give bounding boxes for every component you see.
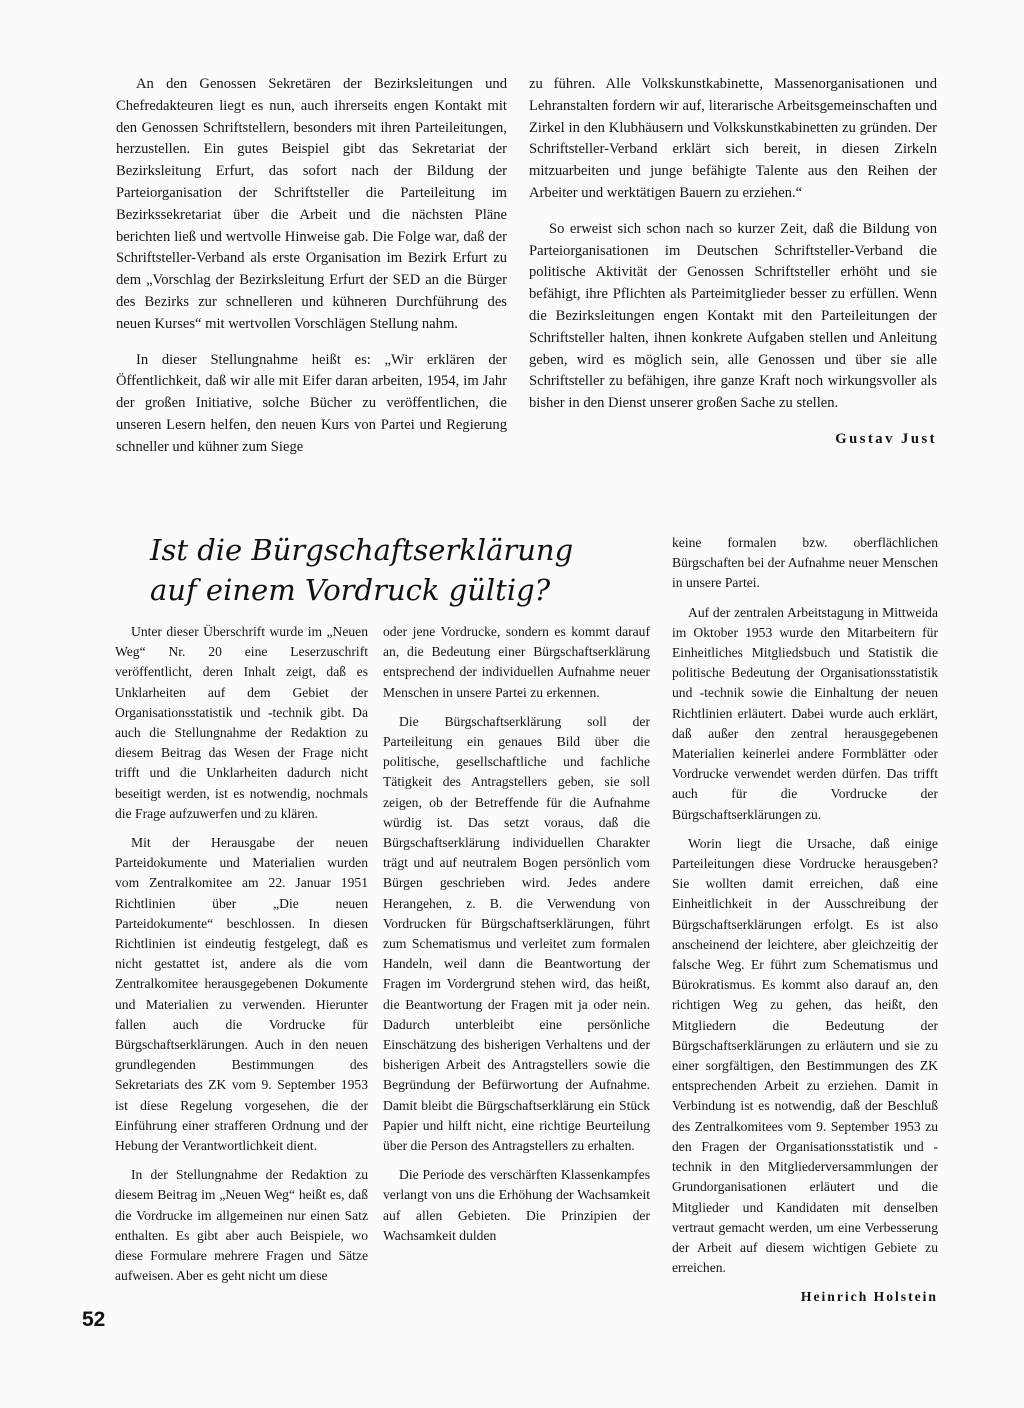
author-signature: Heinrich Holstein bbox=[800, 1289, 938, 1305]
paragraph: So erweist sich schon nach so kurzer Zeit, daß die Bildung von Parteiorganisationen im Deutschen Schriftsteller-Verband die politische Aktivität der Genossen Schriftsteller erhöht und sie befähigt, ihre Pflichten als Parteimitglieder besser zu erfüllen. Wenn die Bezirksleitungen engen Kontakt mit den Parteileitungen der Schriftsteller halten, ihnen konkrete Aufgaben stellen und Anleitung geben, wird es möglich sein, alle Genossen und über sie alle Schriftsteller zu befähigen, ihre ganze Kraft noch wirkungsvoller als bisher in den Dienst unserer großen Sache zu stellen. bbox=[529, 220, 937, 412]
bottom-article-column-1 bbox=[115, 622, 368, 1296]
paragraph: In der Stellungnahme der Redaktion zu diesem Beitrag im „Neuen Weg“ heißt es, daß die Vordrucke im allgemeinen nur einen Satz enthalten. Es gibt aber auch Beispiele, wo diese Formulare mehrere Fragen und Sätze aufweisen. Aber es geht nicht um diese bbox=[115, 1167, 368, 1284]
page-number: 52 bbox=[82, 1308, 106, 1331]
paragraph: Worin liegt die Ursache, daß einige Parteileitungen diese Vordrucke herausgeben? Sie wollten damit erreichen, daß eine Einheitlichkeit in der Ausschreibung der Bürgschaftserklärungen erfolgt. Es ist also anscheinend der leichtere, aber gleichzeitig der falsche Weg. Er führt zum Schematismus und Bürokratismus. Es kommt also darauf an, den richtigen Weg zu gehen, das heißt, den Mitgliedern die Bedeutung der Bürgschaftserklärungen zu erläutern und sie zu einer sorgfältigen, den Bestimmungen des ZK entsprechenden Arbeit zu erziehen. Damit in Verbindung ist es notwendig, daß der Beschluß des Zentralkomitees vom 9. September 1953 zu den Fragen der Organisationsstatistik und -technik in den Mitgliederversammlungen der Grundorganisationen erläutert und die Mitglieder und Kandidaten mit denselben vertraut gemacht werden, um eine Verbesserung der Arbeit auf diesem wichtigen Gebiete zu erreichen. bbox=[672, 835, 938, 1276]
top-article-column-1 bbox=[116, 74, 507, 473]
bottom-article-column-3 bbox=[672, 533, 938, 1308]
paragraph: Die Bürgschaftserklärung soll der Parteileitung ein genaues Bild über die politische, gesellschaftliche und fachliche Tätigkeit des Antragstellers geben, sie soll zeigen, ob der Betreffende für die Aufnahme würdig ist. Das setzt voraus, daß die Bürgschaftserklärung individuellen Charakter trägt und auf neutralem Bogen persönlich vom Bürgen geschrieben wird. Jedes andere Herangehen, z. B. die Verwendung von Vordrucken für Bürgschaftserklärungen, führt zum Schematismus und verleitet zum formalen Handeln, weil dann die Beantwortung der Fragen im Vordergrund stehen wird, das heißt, die Beantwortung der Fragen mit ja oder nein. Dadurch unterbleibt eine persönliche Einschätzung des bisherigen Verhaltens und der bisherigen Arbeit des Antragstellers sowie die Begründung der Befürwortung der Aufnahme. Damit bleibt die Bürgschaftserklärung ein Stück Papier und hilft nicht, eine richtige Beurteilung über die Person des Antragstellers zu erhalten. bbox=[383, 713, 650, 1154]
headline-line: auf einem Vordruck gültig? bbox=[150, 573, 551, 607]
paragraph: In dieser Stellungnahme heißt es: „Wir erklären der Öffentlichkeit, daß wir alle mit Eifer daran arbeiten, 1954, im Jahr der großen Initiative, solche Bücher zu veröffentlichen, die unseren Lesern helfen, den neuen Kurs von Partei und Regierung schneller und kühner zum Siege bbox=[116, 351, 507, 455]
paragraph: oder jene Vordrucke, sondern es kommt darauf an, die Bedeutung einer Bürgschaftserklärung entsprechend der individuellen Aufnahme neuer Menschen in unsere Partei zu erkennen. bbox=[383, 624, 650, 700]
paragraph: An den Genossen Sekretären der Bezirksleitungen und Chefredakteuren liegt es nun, auch ihrerseits engen Kontakt mit den Genossen Schriftstellern, besonders mit ihren Parteileitungen, herzustellen. Ein gutes Beispiel gibt das Sekretariat der Bezirksleitung Erfurt, das sofort nach der Bildung der Parteiorganisation der Schriftsteller die Parteileitung im Bezirkssekretariat über die Arbeit und die nächsten Pläne berichten ließ und wertvolle Hinweise gab. Die Folge war, daß der Schriftsteller-Verband als erste Organisation im Bezirk Erfurt zu dem „Vorschlag der Bezirksleitung Erfurt der SED an die Bürger des Bezirks zur schnelleren und kühneren Durchführung des neuen Kurses“ mit wertvollen Vorschlägen Stellung nahm. bbox=[116, 76, 507, 332]
top-article-column-2 bbox=[529, 74, 937, 451]
author-signature: Gustav Just bbox=[835, 430, 937, 447]
paragraph: Auf der zentralen Arbeitstagung in Mittweida im Oktober 1953 wurde den Mitarbeitern für Einheitliches Mitgliedsbuch und Statistik die politische Bedeutung der Organisationsstatistik und -technik sowie die Einhaltung der neuen Richtlinien erläutert. Dabei wurde auch erklärt, daß außer den zentral herausgegebenen Materialien keinerlei andere Formblätter oder Vordrucke verwendet werden dürfen. Das trifft auch für die Vordrucke der Bürgschaftserklärungen zu. bbox=[672, 604, 938, 822]
paragraph: Unter dieser Überschrift wurde im „Neuen Weg“ Nr. 20 eine Leserzuschrift veröffentlicht, deren Inhalt zeigt, daß es Unklarheiten auf dem Gebiet der Organisationsstatistik und -technik gibt. Da auch die Stellungnahme der Redaktion zu diesem Beitrag das Wesen der Frage nicht trifft und die Unklarheiten dadurch nicht beseitigt werden, ist es notwendig, nochmals die Frage aufzuwerfen und zu klären. bbox=[115, 624, 368, 821]
bottom-article-column-2 bbox=[383, 622, 650, 1255]
paragraph: zu führen. Alle Volkskunstkabinette, Massenorganisationen und Lehranstalten fordern wir auf, literarische Arbeitsgemeinschaften und Zirkel in den Klubhäusern und Volkskunstkabinetten zu gründen. Der Schriftsteller-Verband erklärt sich bereit, in diesen Zirkeln mitzuarbeiten und junge befähigte Talente aus den Reihen der Arbeiter und werktätigen Bauern zu erziehen.“ bbox=[529, 76, 937, 201]
headline-line: Ist die Bürgschaftserklärung bbox=[150, 533, 574, 567]
paragraph: Die Periode des verschärften Klassenkampfes verlangt von uns die Erhöhung der Wachsamkeit auf allen Gebieten. Die Prinzipien der Wachsamkeit dulden bbox=[383, 1167, 650, 1243]
paragraph: keine formalen bzw. oberflächlichen Bürgschaften bei der Aufnahme neuer Menschen in unsere Partei. bbox=[672, 535, 938, 591]
article-headline bbox=[150, 530, 610, 610]
paragraph: Mit der Herausgabe der neuen Parteidokumente und Materialien wurden vom Zentralkomitee am 22. Januar 1951 Richtlinien über „Die neuen Parteidokumente“ beschlossen. In diesen Richtlinien ist eindeutig festgelegt, daß es nicht gestattet ist, andere als die vom Zentralkomitee herausgegebenen Dokumente und Materialien zu verwenden. Hierunter fallen auch die Vordrucke für Bürgschaftserklärungen. Auch in den neuen grundlegenden Bestimmungen des Sekretariats des ZK vom 9. September 1953 ist diese Regelung vorgesehen, die der Einführung einer strafferen Ordnung und der Hebung der Verantwortlichkeit dient. bbox=[115, 835, 368, 1154]
